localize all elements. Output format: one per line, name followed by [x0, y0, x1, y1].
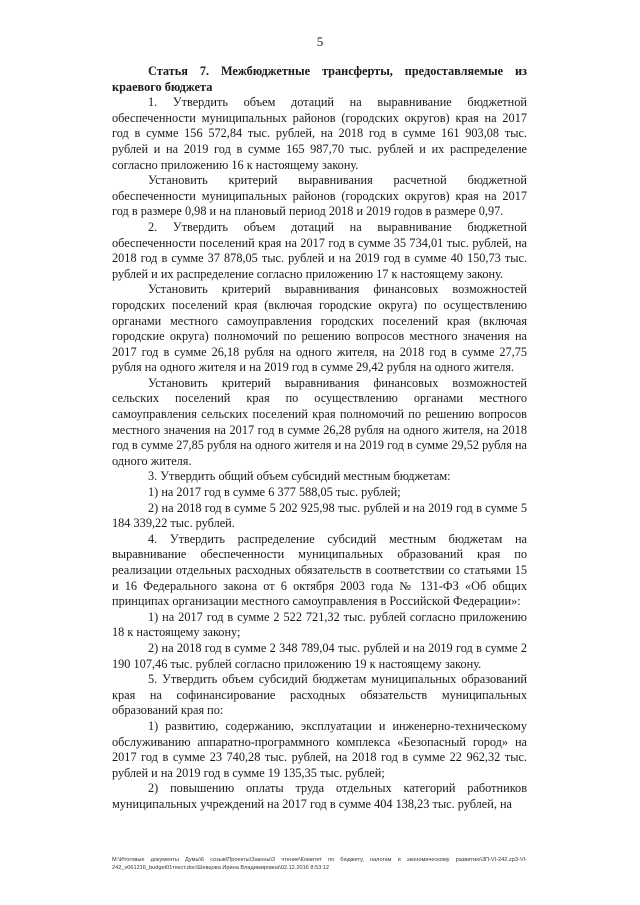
paragraph: 1. Утвердить объем дотаций на выравнивание бюджетной обеспеченности муниципальных районов (городских округов) края на 2017 год в сумме 156 572,84 тыс. рублей, на 2018 год в сумме 161 903,08 тыс. рублей и на 2019 год в сумме 165 987,70 тыс. рублей и их распределение согласно приложению 16 к настоящему закону. [112, 95, 527, 172]
paragraph: 2. Утвердить объем дотаций на выравнивание бюджетной обеспеченности поселений края на 2017 год в сумме 35 734,01 тыс. рублей, на 2018 год в сумме 37 878,05 тыс. рублей и на 2019 год в сумме 40 150,73 тыс. рублей и их распределение согласно приложению 17 к настоящему закону. [112, 219, 527, 281]
list-item: 2) на 2018 год в сумме 2 348 789,04 тыс. рублей и на 2019 год в сумме 2 190 107,46 тыс. рублей согласно приложению 19 к настоящему закону. [112, 640, 527, 671]
paragraph: 5. Утвердить объем субсидий бюджетам муниципальных образований края на софинансирование расходных обязательств муниципальных образований края по: [112, 672, 527, 718]
paragraph: 3. Утвердить общий объем субсидий местным бюджетам: [148, 469, 451, 484]
list-item: 1) на 2017 год в сумме 6 377 588,05 тыс. рублей; [148, 485, 401, 500]
article-title: Статья 7. Межбюджетные трансферты, предоставляемые из краевого бюджета [112, 64, 527, 94]
paragraph: 4. Утвердить распределение субсидий местным бюджетам на выравнивание обеспеченности муниципальных образований края по реализации отдельных расходных обязательств в соответствии со статьями 15 и 16 Федерального закона от 6 октября 2003 года № 131-ФЗ «Об общих принципах организации местного самоуправления в Российской Федерации»: [112, 531, 527, 609]
paragraph: Установить критерий выравнивания расчетной бюджетной обеспеченности муниципальных районов (городских округов) края на 2017 год в размере 0,98 и на плановый период 2018 и 2019 годов в размере 0,97. [112, 173, 527, 219]
file-path-footer: M:\Итоговые документы Думы\6 созыв\Проекты\Законы\3 чтение\Комитет по бюджету, налогам и экономическому развитию\3П-VI-242.zp3-VI-242_v061216_budget01текст.doc\Шевцова Ирина Владимировна\02.12.2016 8:53:12 [112, 857, 527, 871]
list-item: 1) на 2017 год в сумме 2 522 721,32 тыс. рублей согласно приложению 18 к настоящему закону; [112, 609, 527, 640]
list-item: 2) повышению оплаты труда отдельных категорий работников муниципальных учреждений на 2017 год в сумме 404 138,23 тыс. рублей, на [112, 781, 527, 811]
paragraph: Установить критерий выравнивания финансовых возможностей городских поселений края (включая городские округа) по осуществлению органами местного самоуправления городских поселений края (включая городские округа) полномочий по решению вопросов местного значения на 2017 год в сумме 26,18 рубля на одного жителя, на 2018 год в сумме 27,75 рубля на одного жителя и на 2019 год в сумме 29,42 рубля на одного жителя. [112, 282, 527, 375]
list-item: 2) на 2018 год в сумме 5 202 925,98 тыс. рублей и на 2019 год в сумме 5 184 339,22 тыс. рублей. [112, 500, 527, 531]
page-number: 5 [316, 34, 324, 49]
paragraph: Установить критерий выравнивания финансовых возможностей сельских поселений края по осуществлению органами местного самоуправления сельских поселений края полномочий по решению вопросов местного значения на 2017 год в сумме 26,28 рубля на одного жителя, на 2018 год в сумме 27,85 рубля на одного жителя и на 2019 год в сумме 29,52 рубля на одного жителя. [112, 375, 527, 468]
list-item: 1) развитию, содержанию, эксплуатации и инженерно-техническому обслуживанию аппаратно-программного комплекса «Безопасный город» на 2017 год в сумме 23 740,28 тыс. рублей, на 2018 год в сумме 22 962,32 тыс. рублей и на 2019 год в сумме 19 135,35 тыс. рублей; [112, 718, 527, 780]
document-body [112, 64, 527, 813]
